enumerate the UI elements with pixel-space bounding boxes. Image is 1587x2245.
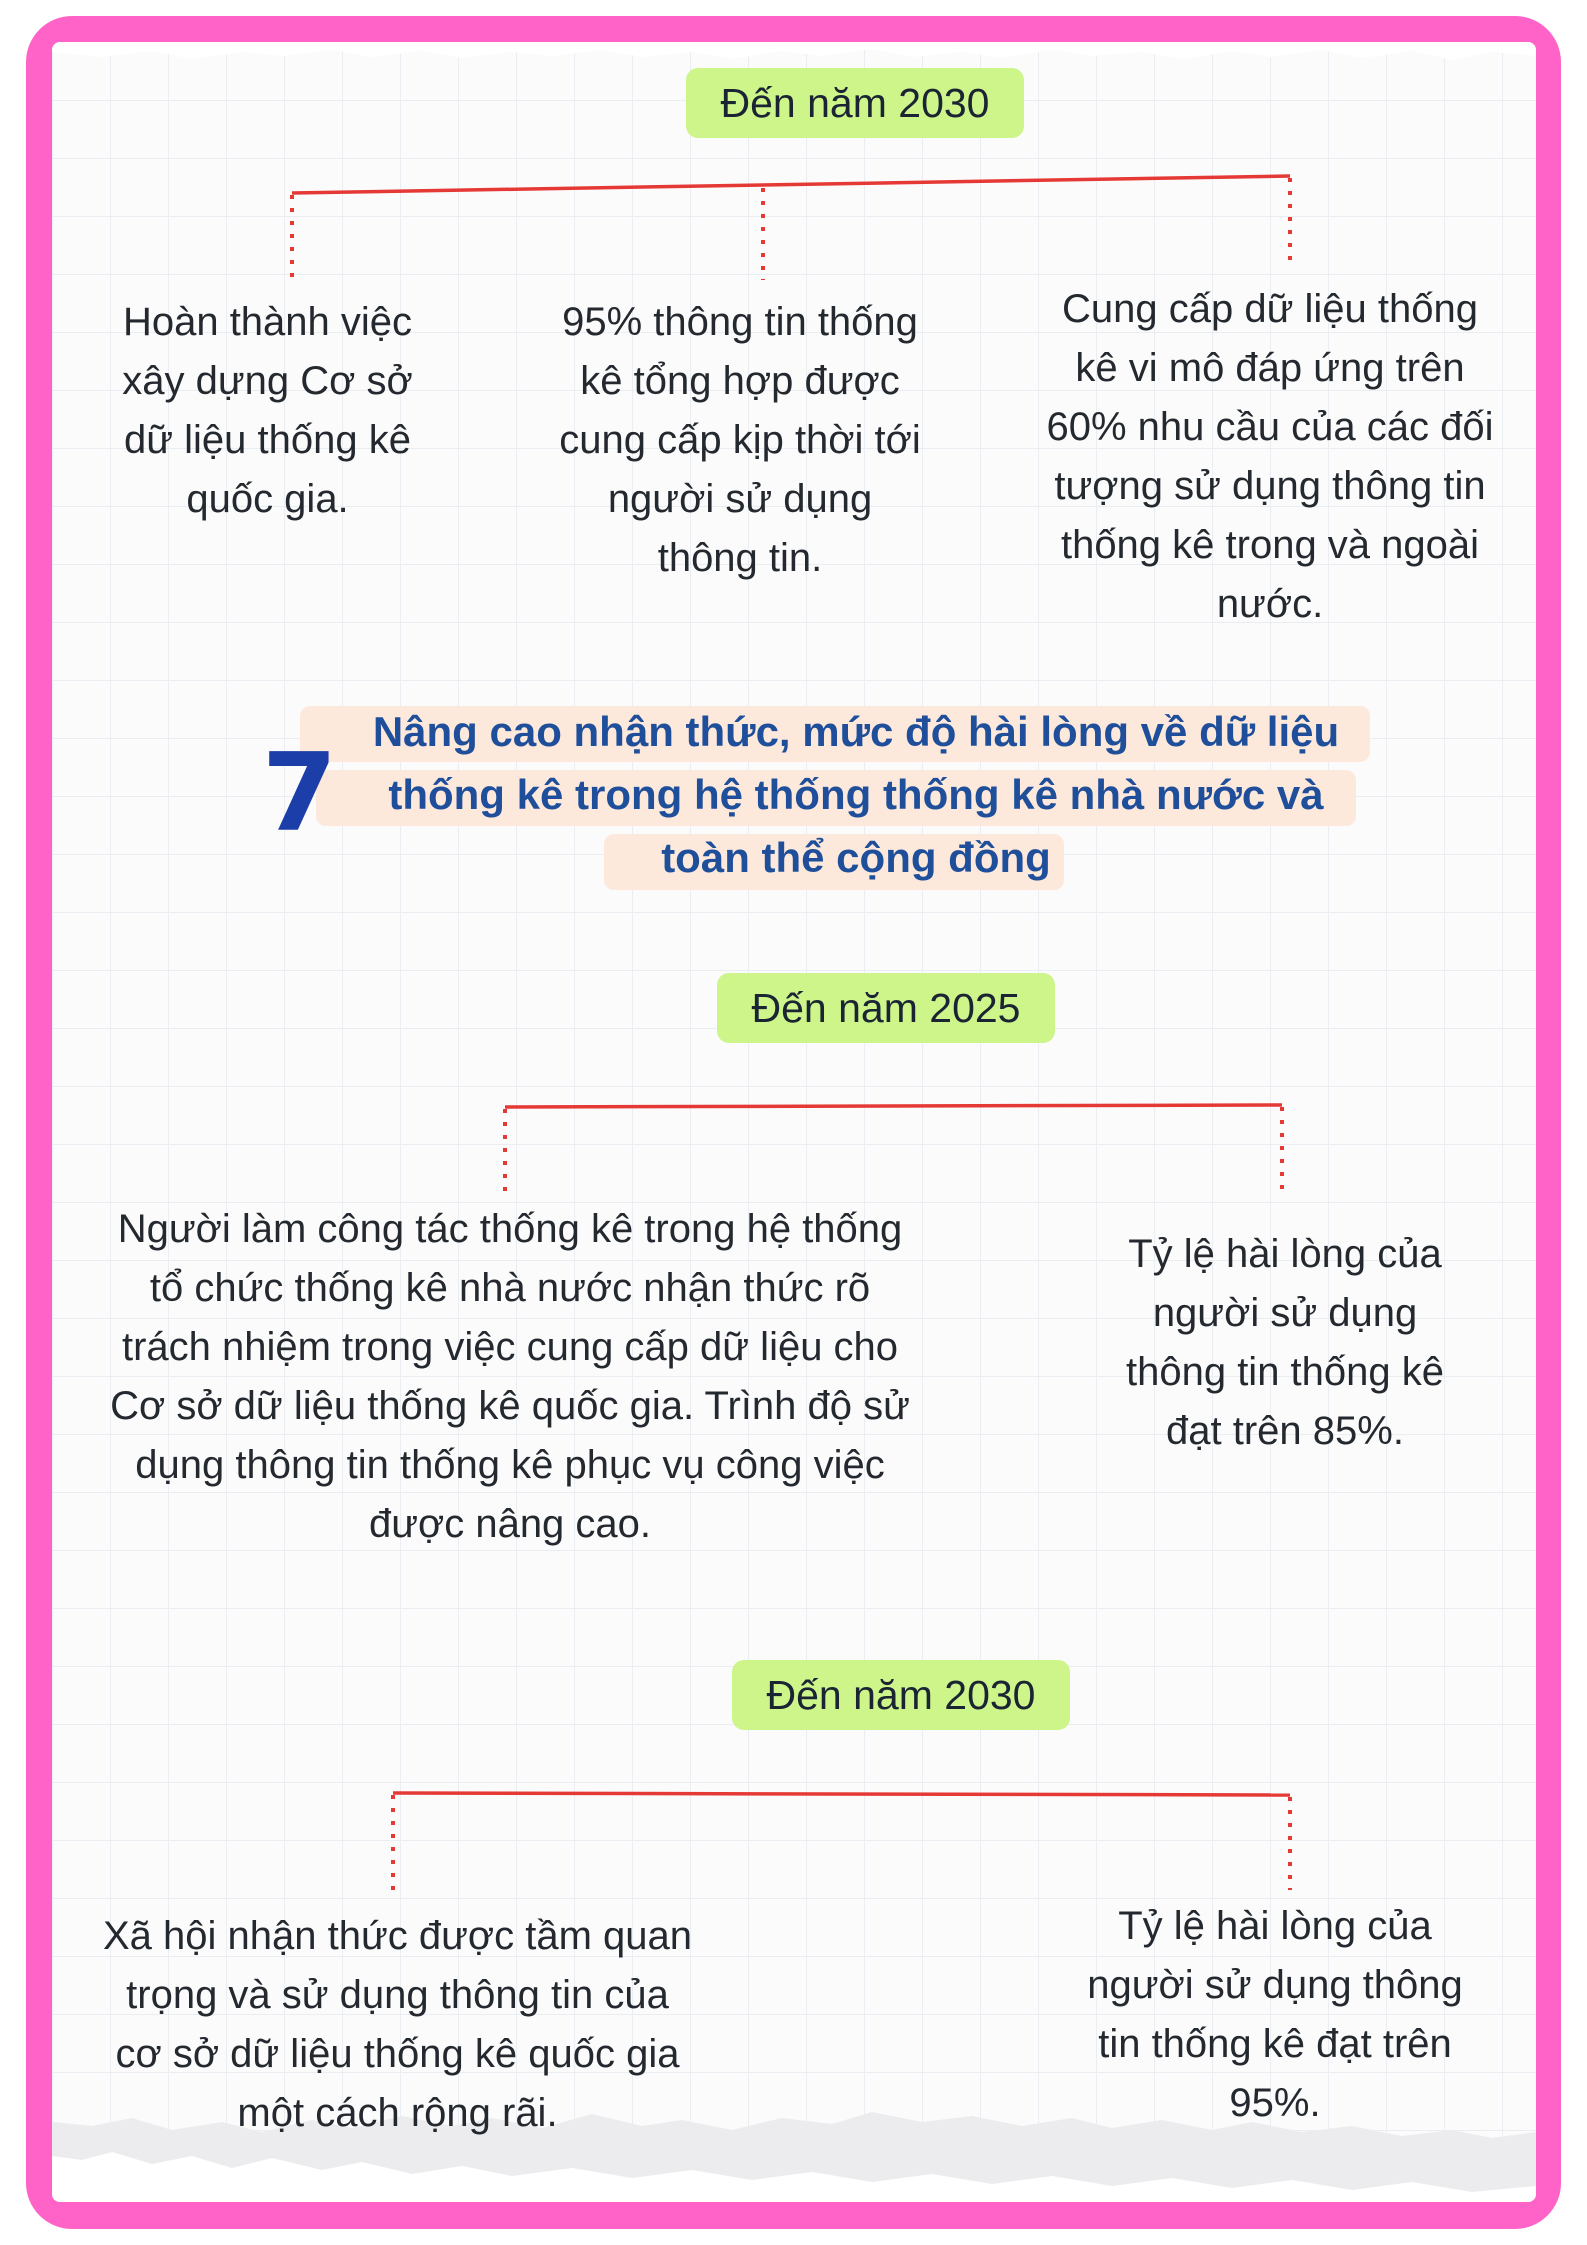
section-7-title-line-2: thống kê trong hệ thống thống kê nhà nước và: [388, 771, 1324, 818]
group-2-item-1: Người làm công tác thống kê trong hệ thống tổ chức thống kê nhà nước nhận thức rõ trách nhiệm trong việc cung cấp dữ liệu cho Cơ sở dữ liệu thống kê quốc gia. Trình độ sử dụng thông tin thống kê phục vụ công việc được nâng cao.: [110, 1207, 910, 1546]
section-7-title-line-3: toàn thể cộng đồng: [661, 834, 1051, 881]
group-1-item-1: Hoàn thành việc xây dựng Cơ sở dữ liệu thống kê quốc gia.: [122, 300, 413, 521]
section-7-title-line-1: Nâng cao nhận thức, mức độ hài lòng về dữ liệu: [372, 708, 1340, 755]
group-1-item-2: 95% thông tin thống kê tổng hợp được cung cấp kịp thời tới người sử dụng thông tin.: [559, 300, 921, 580]
group-2-branch-line: [505, 1105, 1282, 1107]
year-badge-2025: Đến năm 2025: [717, 973, 1055, 1043]
year-badge-2030-bottom: Đến năm 2030: [732, 1660, 1070, 1730]
group-1-branch-line: [292, 176, 1290, 193]
section-7-title: [316, 700, 1396, 889]
section-number: 7: [262, 731, 338, 856]
group-3-item-1: Xã hội nhận thức được tầm quan trọng và sử dụng thông tin của cơ sở dữ liệu thống kê quốc gia một cách rộng rãi.: [102, 1914, 693, 2135]
group-2-item-2: Tỷ lệ hài lòng của người sử dụng thông tin thống kê đạt trên 85%.: [1125, 1232, 1445, 1453]
group-1-item-3: Cung cấp dữ liệu thống kê vi mô đáp ứng trên 60% nhu cầu của các đối tượng sử dụng thông tin thống kê trong và ngoài nước.: [1046, 287, 1494, 626]
group-3-branch-line: [393, 1793, 1290, 1795]
year-badge-2030-top: Đến năm 2030: [686, 68, 1024, 138]
group-3-item-2: Tỷ lệ hài lòng của người sử dụng thông tin thống kê đạt trên 95%.: [1087, 1904, 1463, 2125]
